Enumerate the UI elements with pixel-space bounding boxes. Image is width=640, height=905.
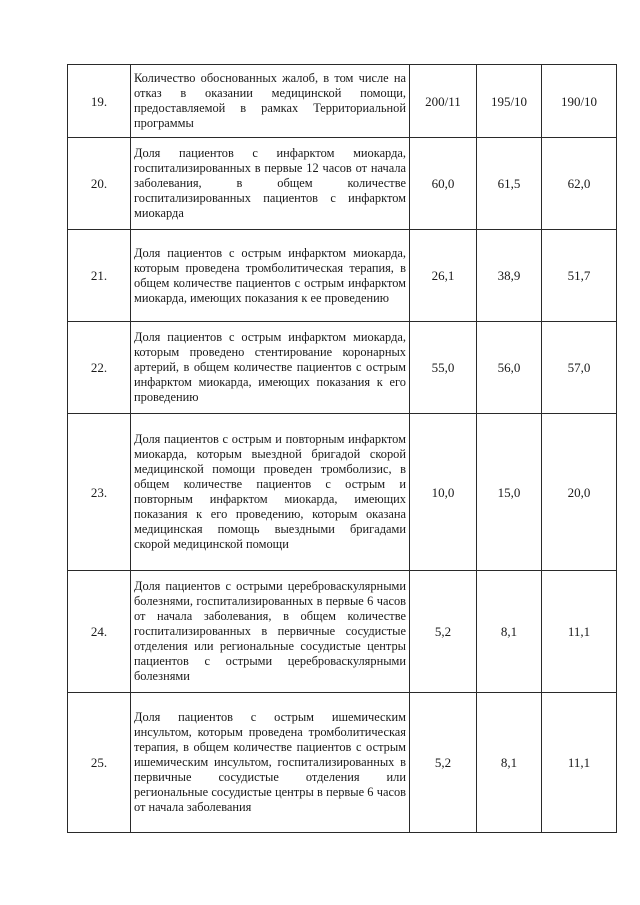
value-year-2: 15,0 — [477, 414, 542, 571]
table-row — [68, 693, 617, 833]
table-row — [68, 322, 617, 414]
indicator-description: Доля пациентов с острым ишемическим инсультом, которым проведена тромболитическая терапия, в общем количестве пациентов с острым ишемическим инсультом, госпитализированных в первичные сосудистые отделения или региональные сосудистые центры в первые 6 часов от начала заболевания — [131, 693, 410, 833]
indicator-description: Количество обоснованных жалоб, в том числе на отказ в оказании медицинской помощи, предоставляемой в рамках Территориальной программы — [131, 65, 410, 138]
value-year-2: 56,0 — [477, 322, 542, 414]
row-number: 19. — [68, 65, 131, 138]
row-number: 22. — [68, 322, 131, 414]
value-year-3: 57,0 — [542, 322, 617, 414]
value-year-3: 62,0 — [542, 138, 617, 230]
value-year-3: 20,0 — [542, 414, 617, 571]
row-number: 25. — [68, 693, 131, 833]
value-year-3: 11,1 — [542, 693, 617, 833]
row-number: 24. — [68, 571, 131, 693]
value-year-1: 10,0 — [410, 414, 477, 571]
table-row — [68, 138, 617, 230]
indicator-description: Доля пациентов с острым инфарктом миокарда, которым проведена тромболитическая терапия, в общем количестве пациентов с острым инфарктом миокарда, имеющих показания к ее проведению — [131, 230, 410, 322]
indicator-description: Доля пациентов с острым инфарктом миокарда, которым проведено стентирование коронарных артерий, в общем количестве пациентов с острым инфарктом миокарда, имеющих показания к его проведению — [131, 322, 410, 414]
table-row — [68, 414, 617, 571]
value-year-3: 190/10 — [542, 65, 617, 138]
indicator-description: Доля пациентов с острым и повторным инфарктом миокарда, которым выездной бригадой скорой медицинской помощи проведен тромболизис, в общем количестве пациентов с острым и повторным инфарктом миокарда, имеющих показания к его проведению, которым оказана медицинская помощь выездными бригадами скорой медицинской помощи — [131, 414, 410, 571]
value-year-2: 8,1 — [477, 693, 542, 833]
value-year-1: 5,2 — [410, 571, 477, 693]
value-year-2: 61,5 — [477, 138, 542, 230]
table-row — [68, 571, 617, 693]
indicator-description: Доля пациентов с острыми цереброваскулярными болезнями, госпитализированных в первые 6 часов от начала заболевания, в общем количестве госпитализированных в первичные сосудистые отделения или региональные сосудистые центры пациентов с острыми цереброваскулярными болезнями — [131, 571, 410, 693]
value-year-3: 11,1 — [542, 571, 617, 693]
value-year-1: 26,1 — [410, 230, 477, 322]
row-number: 20. — [68, 138, 131, 230]
row-number: 23. — [68, 414, 131, 571]
table-row — [68, 230, 617, 322]
value-year-1: 55,0 — [410, 322, 477, 414]
value-year-2: 195/10 — [477, 65, 542, 138]
table-row — [68, 65, 617, 138]
row-number: 21. — [68, 230, 131, 322]
value-year-1: 200/11 — [410, 65, 477, 138]
value-year-1: 60,0 — [410, 138, 477, 230]
value-year-1: 5,2 — [410, 693, 477, 833]
value-year-2: 38,9 — [477, 230, 542, 322]
value-year-2: 8,1 — [477, 571, 542, 693]
indicators-table — [67, 64, 617, 833]
value-year-3: 51,7 — [542, 230, 617, 322]
indicator-description: Доля пациентов с инфарктом миокарда, госпитализированных в первые 12 часов от начала заболевания, в общем количестве госпитализированных пациентов с инфарктом миокарда — [131, 138, 410, 230]
